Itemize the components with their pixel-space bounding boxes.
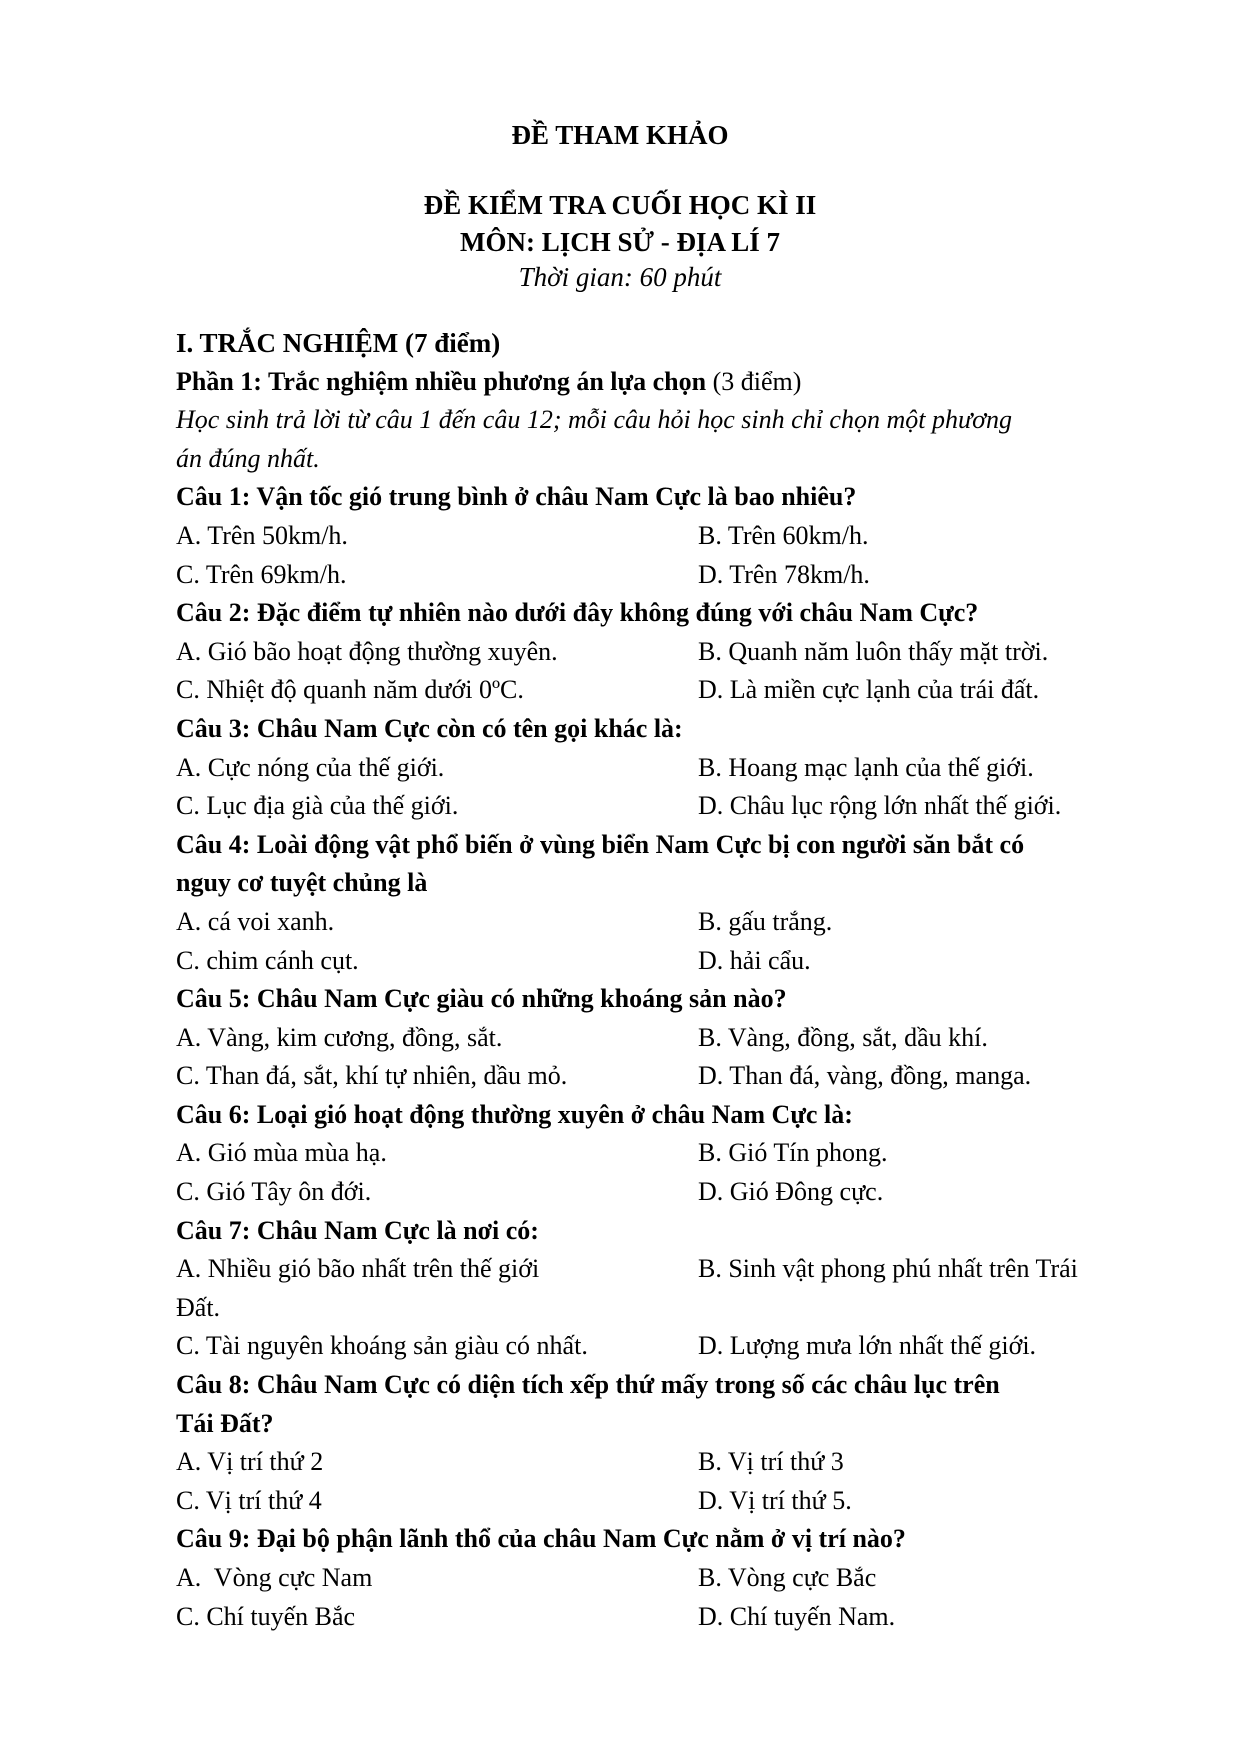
- answer-row: [176, 1559, 1126, 1598]
- question-text-continued: Tái Đất?: [176, 1408, 274, 1438]
- exam-content: [176, 324, 1126, 1636]
- section-title: I. TRẮC NGHIỆM (7 điểm): [176, 328, 501, 358]
- answer-option: C. Trên 69km/h.: [176, 559, 347, 589]
- answer-row: [176, 903, 1126, 942]
- answer-row: [176, 1443, 1126, 1482]
- answer-option-continued: Đất.: [176, 1292, 221, 1322]
- part-points: (3 điểm): [706, 366, 802, 396]
- answer-option: B. Hoang mạc lạnh của thế giới.: [698, 752, 1034, 782]
- answer-row: [176, 517, 1126, 556]
- answer-row: [176, 671, 1126, 710]
- answer-option: A. cá voi xanh.: [176, 906, 335, 936]
- answer-row: [176, 787, 1126, 826]
- answer-option: C. Than đá, sắt, khí tự nhiên, dầu mỏ.: [176, 1061, 568, 1091]
- answer-option: C. Tài nguyên khoáng sản giàu có nhất.: [176, 1331, 588, 1361]
- answer-option: C. Gió Tây ôn đới.: [176, 1177, 372, 1207]
- subject-line: MÔN: LỊCH SỬ - ĐỊA LÍ 7: [459, 227, 781, 257]
- question-text: Câu 6: Loại gió hoạt động thường xuyên ở châu Nam Cực là:: [176, 1099, 853, 1129]
- answer-option: D. hải cẩu.: [698, 945, 811, 975]
- question-text: Câu 1: Vận tốc gió trung bình ở châu Nam Cực là bao nhiêu?: [176, 482, 857, 512]
- part-title: Phần 1: Trắc nghiệm nhiều phương án lựa chọn: [176, 366, 707, 396]
- answer-row: [176, 1327, 1126, 1366]
- question-text: Câu 4: Loài động vật phổ biến ở vùng biển Nam Cực bị con người săn bắt có: [176, 829, 1025, 859]
- answer-option: D. Vị trí thứ 5.: [698, 1485, 852, 1515]
- question-text: Câu 2: Đặc điểm tự nhiên nào dưới đây không đúng với châu Nam Cực?: [176, 598, 979, 628]
- answer-option: C. Chí tuyến Bắc: [176, 1601, 356, 1631]
- question-text: Câu 5: Châu Nam Cực giàu có những khoáng sản nào?: [176, 984, 787, 1014]
- answer-option: B. Gió Tín phong.: [698, 1138, 888, 1168]
- answer-option: B. Vàng, đồng, sắt, dầu khí.: [698, 1022, 988, 1052]
- answer-option: C. Nhiệt độ quanh năm dưới 0ºC.: [176, 675, 524, 705]
- duration-line: Thời gian: 60 phút: [518, 262, 722, 292]
- answer-option: B. Vị trí thứ 3: [698, 1447, 844, 1477]
- answer-option: A. Trên 50km/h.: [176, 520, 348, 550]
- answer-row: [176, 1019, 1126, 1058]
- exam-title: ĐỀ KIỂM TRA CUỐI HỌC KÌ II: [423, 190, 817, 220]
- instruction-line: Học sinh trả lời từ câu 1 đến câu 12; mỗi câu hỏi học sinh chỉ chọn một phương: [176, 405, 1013, 435]
- document-title: ĐỀ THAM KHẢO: [511, 120, 729, 150]
- answer-row: [176, 1134, 1126, 1173]
- answer-row: [176, 1173, 1126, 1212]
- answer-option: D. Gió Đông cực.: [698, 1177, 884, 1207]
- answer-option: A. Vòng cực Nam: [176, 1563, 373, 1592]
- answer-option: A. Nhiều gió bão nhất trên thế giới: [176, 1254, 540, 1284]
- answer-option: B. Trên 60km/h.: [698, 520, 869, 550]
- answer-option: A. Gió bão hoạt động thường xuyên.: [176, 636, 558, 666]
- question-text: Câu 7: Châu Nam Cực là nơi có:: [176, 1215, 539, 1245]
- instruction-line: án đúng nhất.: [176, 443, 320, 473]
- answer-option: D. Là miền cực lạnh của trái đất.: [698, 675, 1040, 705]
- answer-option: A. Vàng, kim cương, đồng, sắt.: [176, 1022, 503, 1052]
- question-text: Câu 9: Đại bộ phận lãnh thổ của châu Nam Cực nằm ở vị trí nào?: [176, 1524, 906, 1554]
- answer-option: B. Vòng cực Bắc: [698, 1563, 877, 1592]
- question-text: Câu 8: Châu Nam Cực có diện tích xếp thứ mấy trong số các châu lục trên: [176, 1370, 1000, 1400]
- answer-row: [176, 942, 1126, 981]
- answer-option: C. Lục địa già của thế giới.: [176, 791, 459, 821]
- answer-row: [176, 749, 1126, 788]
- answer-option: C. chim cánh cụt.: [176, 945, 359, 975]
- answer-option: D. Than đá, vàng, đồng, manga.: [698, 1061, 1032, 1091]
- answer-row: [176, 1057, 1126, 1096]
- answer-row: [176, 1482, 1126, 1521]
- answer-option: D. Trên 78km/h.: [698, 559, 870, 589]
- answer-option: D. Chí tuyến Nam.: [698, 1601, 896, 1631]
- answer-row: [176, 633, 1126, 672]
- answer-option: A. Gió mùa mùa hạ.: [176, 1138, 387, 1168]
- answer-option: D. Lượng mưa lớn nhất thế giới.: [698, 1331, 1037, 1361]
- question-text-continued: nguy cơ tuyệt chủng là: [176, 868, 428, 898]
- answer-row: [176, 1598, 1126, 1637]
- part-heading: [176, 363, 1126, 402]
- answer-option: A. Vị trí thứ 2: [176, 1447, 324, 1477]
- answer-row: [176, 1250, 1126, 1289]
- answer-option: B. Sinh vật phong phú nhất trên Trái: [698, 1254, 1078, 1284]
- answer-option: B. Quanh năm luôn thấy mặt trời.: [698, 636, 1049, 666]
- answer-option: A. Cực nóng của thế giới.: [176, 752, 445, 782]
- answer-row: [176, 556, 1126, 595]
- answer-option: C. Vị trí thứ 4: [176, 1485, 322, 1515]
- answer-option: D. Châu lục rộng lớn nhất thế giới.: [698, 791, 1062, 821]
- answer-option: B. gấu trắng.: [698, 906, 833, 936]
- question-text: Câu 3: Châu Nam Cực còn có tên gọi khác là:: [176, 713, 683, 743]
